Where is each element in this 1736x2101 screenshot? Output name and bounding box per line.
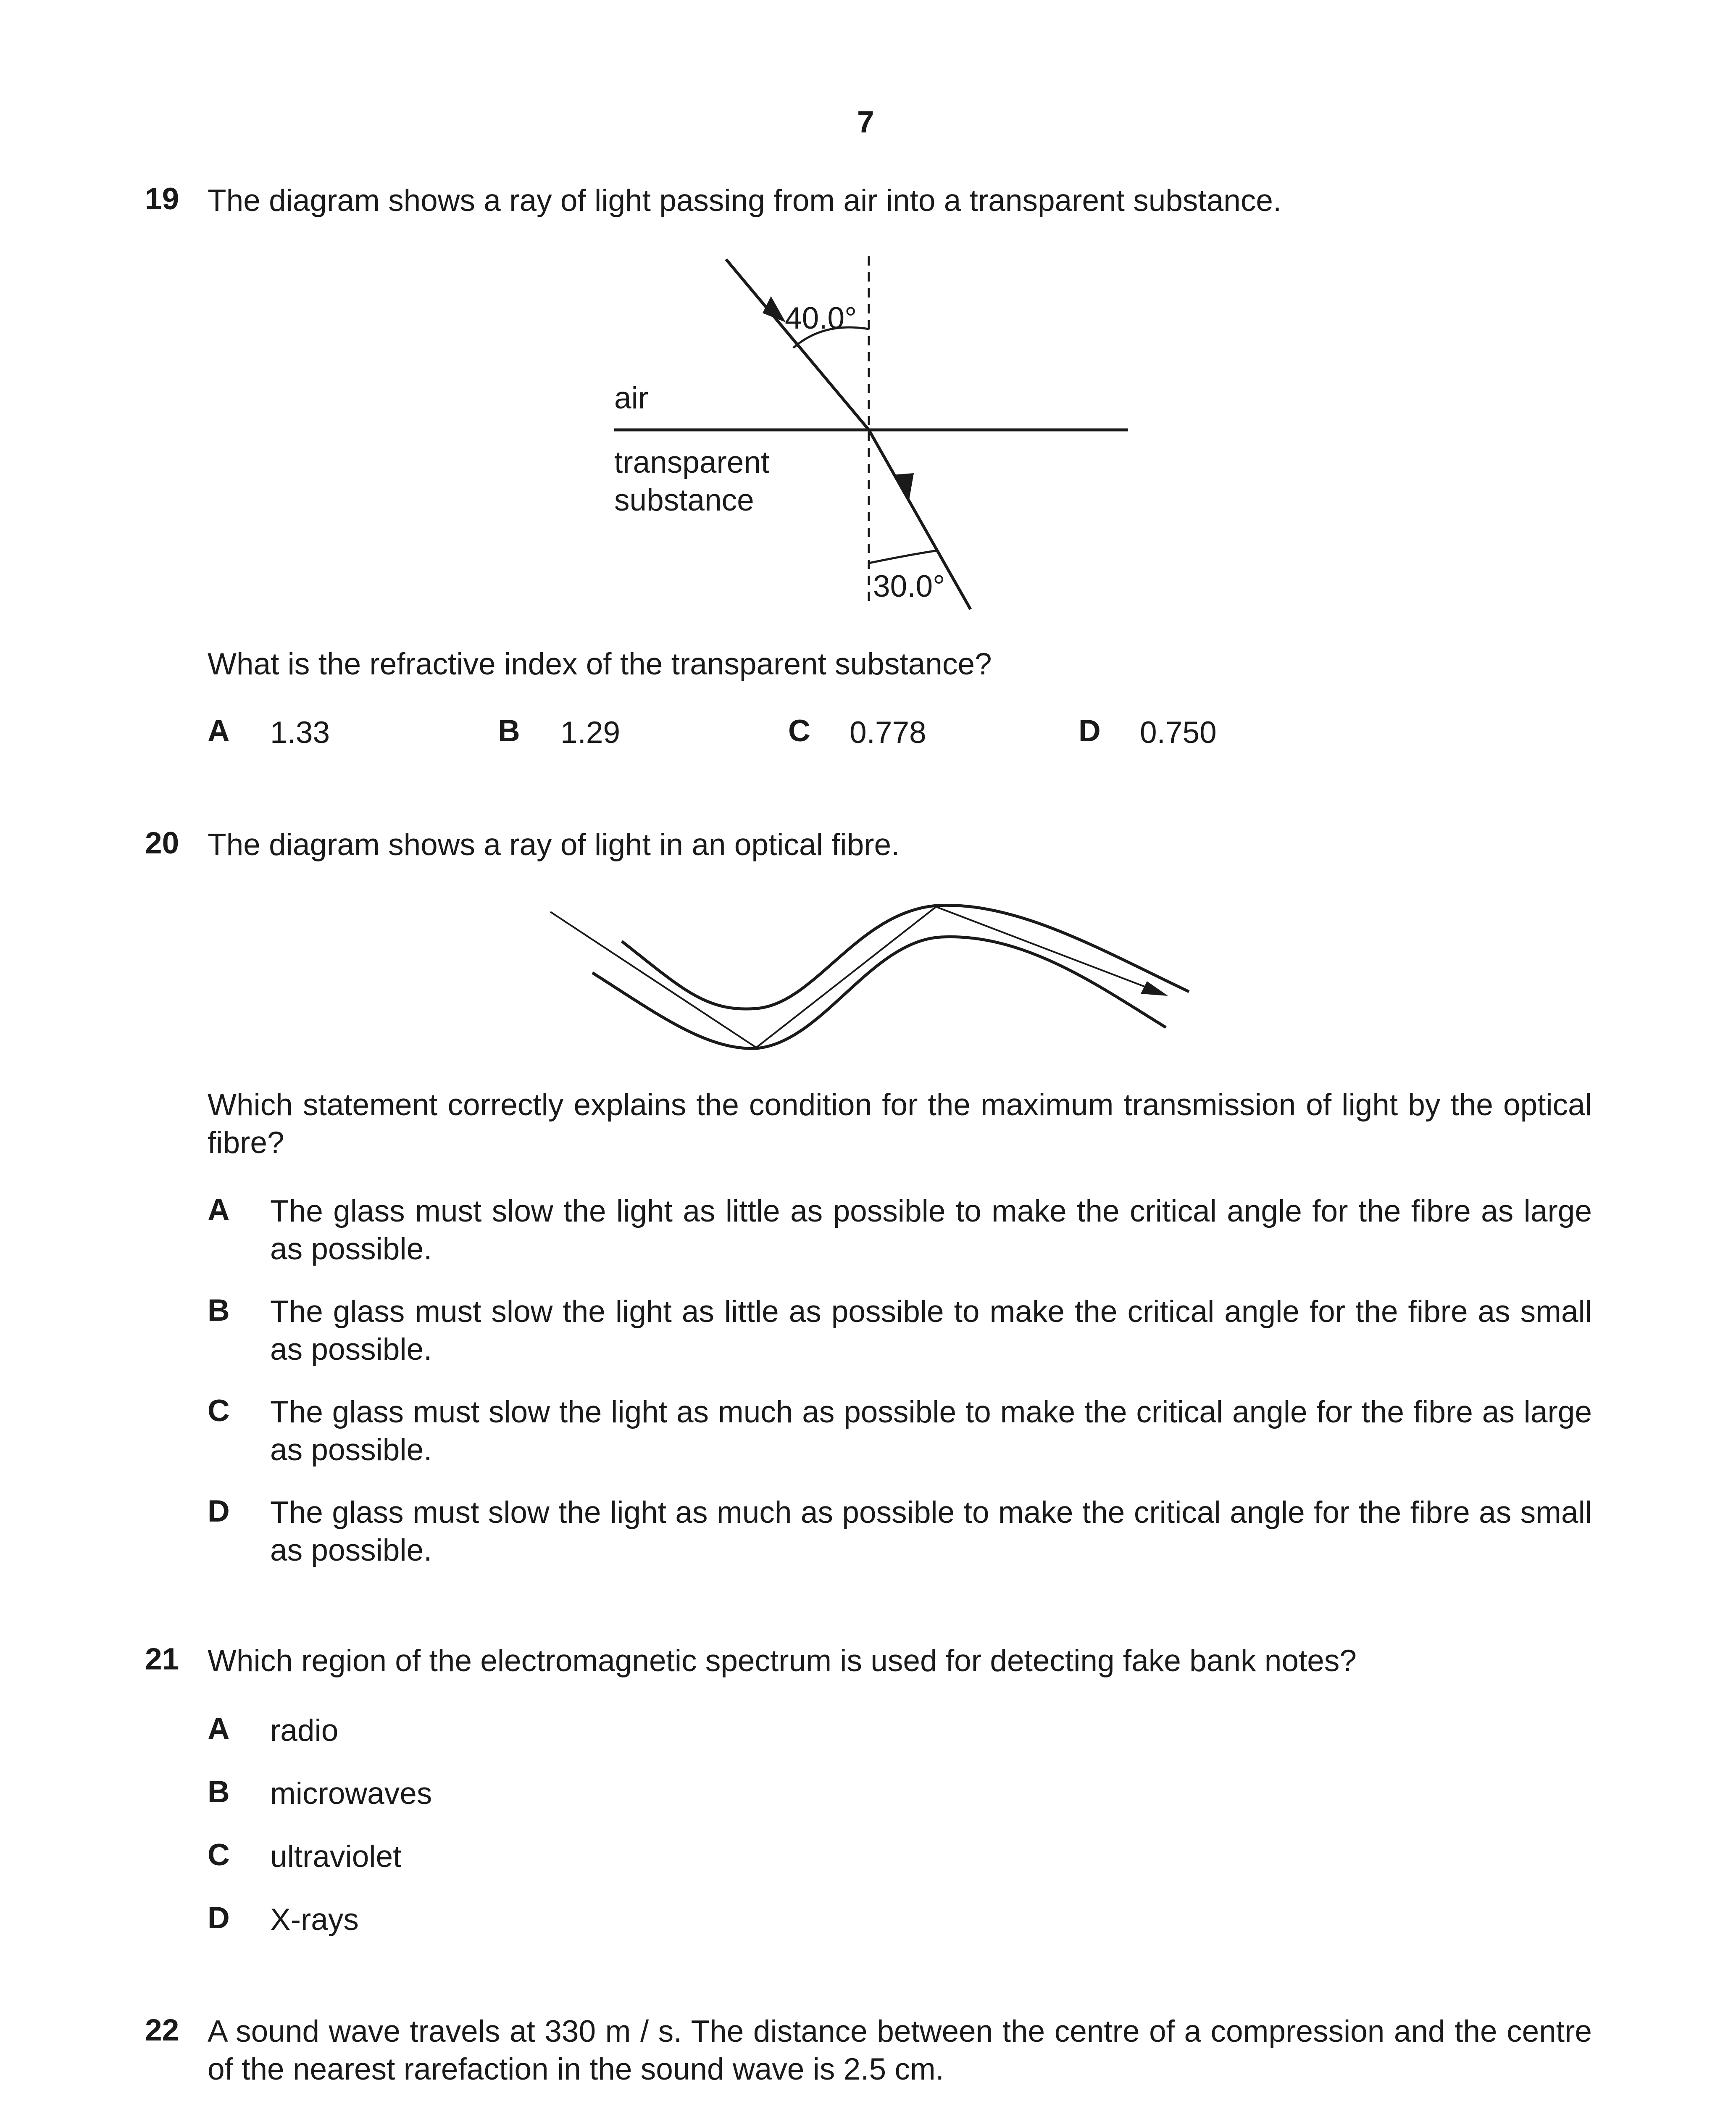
q19-option-c-text: 0.778 xyxy=(850,716,926,750)
q19-option-b-text: 1.29 xyxy=(560,716,621,750)
question-21-stem: Which region of the electromagnetic spectrum is used for detecting fake bank notes? xyxy=(208,1644,1357,1678)
fibre-upper-edge xyxy=(622,905,1189,1009)
q19-option-d-letter: D xyxy=(1078,714,1101,748)
q20-option-d-letter: D xyxy=(208,1494,230,1528)
label-substance: substance xyxy=(614,483,754,517)
q21-option-b-text: microwaves xyxy=(270,1777,432,1811)
question-21-number: 21 xyxy=(145,1642,179,1676)
q20-option-d-text: The glass must slow the light as much as possible to make the critical angle for the fibre as small as possible. xyxy=(270,1495,1592,1567)
label-transparent: transparent xyxy=(614,445,770,479)
label-air: air xyxy=(614,381,649,415)
q21-option-a-text: radio xyxy=(270,1714,339,1748)
fibre-lower-edge xyxy=(592,937,1166,1048)
q21-option-c-text: ultraviolet xyxy=(270,1840,402,1874)
page-number: 7 xyxy=(857,105,874,139)
q21-option-c-letter: C xyxy=(208,1838,230,1872)
question-22-number: 22 xyxy=(145,2013,179,2047)
question-19-stem: The diagram shows a ray of light passing from air into a transparent substance. xyxy=(208,184,1282,218)
question-19-question: What is the refractive index of the transparent substance? xyxy=(208,647,992,681)
question-19-number: 19 xyxy=(145,182,179,216)
q21-option-a-letter: A xyxy=(208,1712,230,1746)
q21-option-d-letter: D xyxy=(208,1901,230,1935)
refracted-arrow xyxy=(893,473,914,502)
angle-arc-refracted xyxy=(869,550,938,563)
q19-option-d-text: 0.750 xyxy=(1140,716,1217,750)
light-ray-arrow xyxy=(1141,981,1168,996)
refraction-diagram xyxy=(546,244,1155,622)
q21-option-b-letter: B xyxy=(208,1775,230,1809)
question-22-stem: A sound wave travels at 330 m / s. The distance between the centre of a compression and the centre of the nearest rarefaction in the sound wave is 2.5 cm. xyxy=(208,2014,1592,2086)
angle-incident-label: 40.0° xyxy=(785,301,857,335)
q19-option-c-letter: C xyxy=(788,714,810,748)
q20-option-b-letter: B xyxy=(208,1293,230,1327)
q20-option-a-text: The glass must slow the light as little as possible to make the critical angle for the fibre as large as possible. xyxy=(270,1194,1592,1266)
question-20-stem: The diagram shows a ray of light in an optical fibre. xyxy=(208,828,900,862)
light-ray xyxy=(550,907,1147,1048)
q19-option-a-letter: A xyxy=(208,714,230,748)
q20-option-c-letter: C xyxy=(208,1394,230,1428)
q20-option-b-text: The glass must slow the light as little as possible to make the critical angle for the fibre as small as possible. xyxy=(270,1295,1592,1366)
q20-option-c-text: The glass must slow the light as much as possible to make the critical angle for the fibre as large as possible. xyxy=(270,1395,1592,1467)
q19-option-a-text: 1.33 xyxy=(270,716,330,750)
q19-option-b-letter: B xyxy=(498,714,520,748)
angle-refracted-label: 30.0° xyxy=(873,569,945,603)
q20-option-a-letter: A xyxy=(208,1193,230,1227)
question-20-number: 20 xyxy=(145,826,179,860)
q21-option-d-text: X-rays xyxy=(270,1903,359,1937)
question-20-question: Which statement correctly explains the condition for the maximum transmission of light by the optical fibre? xyxy=(208,1088,1592,1160)
optical-fibre-diagram xyxy=(538,891,1210,1084)
